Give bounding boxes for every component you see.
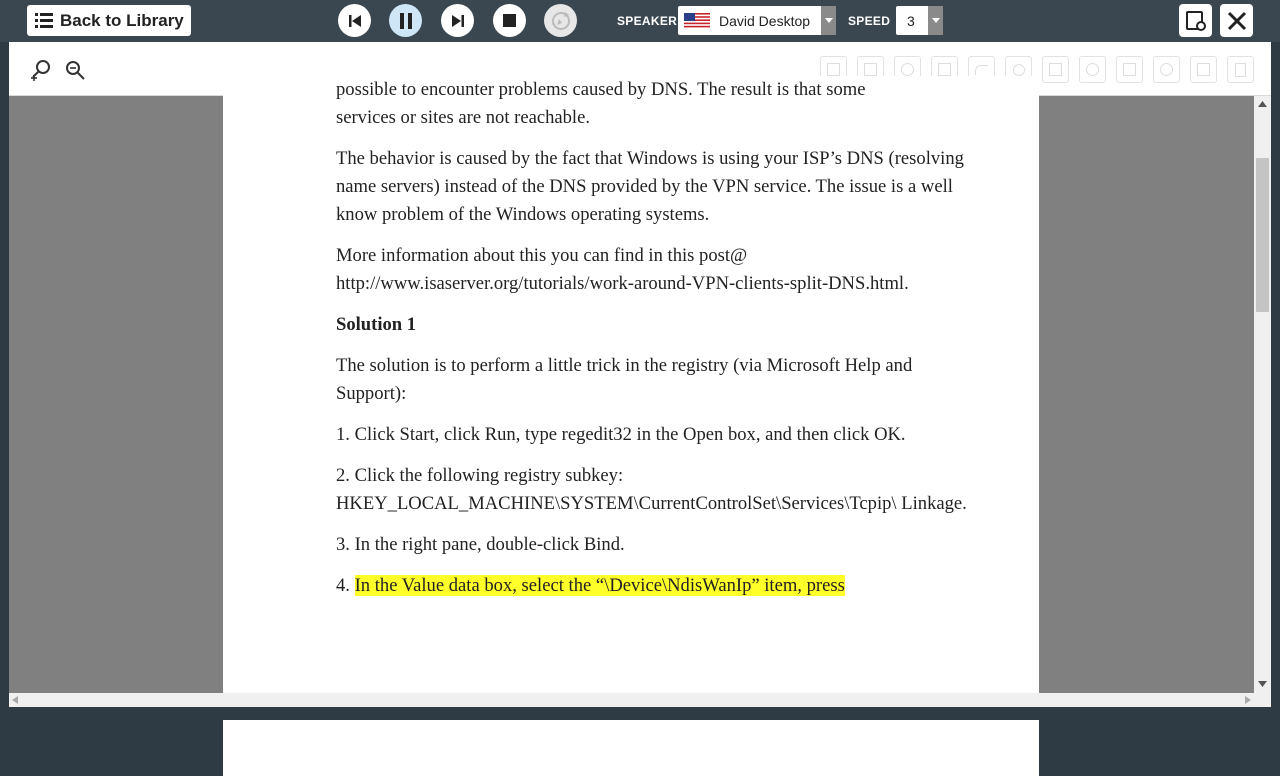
speaker-label: SPEAKER (617, 14, 678, 28)
check-icon (1197, 63, 1210, 76)
add-icon (1086, 63, 1099, 76)
stop-icon (503, 14, 516, 27)
partial-line: possible to encounter problems caused by DNS. The result is that some (336, 79, 866, 100)
spell-tool[interactable] (1042, 56, 1069, 83)
scrollbar-thumb[interactable] (1256, 158, 1269, 312)
paragraph: More information about this you can find in this post@ http://www.isaserver.org/tutorials/work-around-VPN-clients-split-DNS.html. (336, 245, 909, 294)
paste-icon (938, 63, 951, 76)
chevron-down-icon (928, 6, 943, 35)
paragraph: The solution is to perform a little trick in the registry (via Microsoft Help and Support): (336, 355, 913, 404)
document-viewer[interactable] (9, 79, 1254, 693)
paragraph (336, 572, 986, 600)
screen-gear-icon (1185, 10, 1207, 32)
text-tool[interactable] (1116, 56, 1143, 83)
paragraph: 1. Click Start, click Run, type regedit32 in the Open box, and then click OK. (336, 424, 906, 445)
document-text[interactable] (336, 76, 986, 613)
step-number: 4. (336, 575, 350, 596)
bottom-frame (0, 707, 1280, 720)
horizontal-scrollbar[interactable] (9, 693, 1271, 707)
stop-button[interactable] (493, 4, 526, 37)
delete-tool[interactable] (1227, 56, 1254, 83)
back-to-library-label: Back to Library (60, 10, 184, 30)
zoom-out-button[interactable] (61, 56, 89, 84)
scroll-right-icon (1245, 696, 1251, 704)
text-icon (1123, 63, 1136, 76)
tools-button[interactable] (1220, 4, 1253, 37)
highlighted-text: In the Value data box, select the “\Device\NdisWanIp” item, press (354, 575, 845, 596)
trash-icon (1235, 63, 1246, 77)
pause-button[interactable] (389, 4, 422, 37)
save-icon (827, 63, 840, 76)
add-tool[interactable] (1079, 56, 1106, 83)
paragraph: 2. Click the following registry subkey: HKEY_LOCAL_MACHINE\SYSTEM\CurrentControlSet\Services\Tcpip\ Linkage. (336, 465, 967, 514)
speed-value: 3 (907, 12, 915, 29)
skip-back-icon (348, 14, 362, 28)
copy-icon (864, 63, 877, 76)
paragraph: 3. In the right pane, double-click Bind. (336, 534, 625, 555)
spellcheck-icon (1049, 63, 1062, 76)
zoom-in-button[interactable] (27, 56, 55, 84)
paragraph: The behavior is caused by the fact that Windows is using your ISP’s DNS (resolving name servers) instead of the DNS provided by the VPN service. The issue is a well know problem of the Windows operating systems. (336, 148, 964, 225)
paragraph: services or sites are not reachable. (336, 107, 590, 128)
repeat-icon (550, 10, 572, 32)
scroll-left-icon (12, 696, 18, 704)
pause-icon (399, 13, 413, 29)
scroll-up-icon (1258, 101, 1267, 107)
scroll-down-icon (1258, 681, 1267, 687)
left-frame (0, 42, 9, 707)
speaker-select[interactable] (678, 6, 836, 35)
top-toolbar (0, 0, 1280, 42)
highlighter-icon (1160, 63, 1173, 76)
speed-label: SPEED (848, 14, 891, 28)
speed-select[interactable] (896, 6, 943, 35)
speaker-value: David Desktop (719, 12, 811, 29)
reader-settings-button[interactable] (1179, 4, 1212, 37)
zoom-out-icon (64, 59, 86, 81)
repeat-button[interactable] (544, 4, 577, 37)
scissors-icon (901, 63, 914, 76)
list-icon (35, 13, 53, 28)
document-page (223, 76, 1039, 776)
previous-button[interactable] (338, 4, 371, 37)
right-frame (1271, 42, 1280, 707)
magnifier-icon (1013, 64, 1025, 76)
chevron-down-icon (821, 6, 836, 35)
back-to-library-button[interactable] (27, 5, 191, 36)
next-button[interactable] (441, 4, 474, 37)
vertical-scrollbar[interactable] (1254, 96, 1271, 693)
highlight-tool[interactable] (1153, 56, 1180, 83)
zoom-in-icon (30, 59, 52, 81)
us-flag-icon (684, 13, 710, 28)
undo-icon (975, 65, 988, 75)
check-tool[interactable] (1190, 56, 1217, 83)
section-heading: Solution 1 (336, 314, 417, 335)
skip-forward-icon (451, 14, 465, 28)
tools-icon (1226, 10, 1248, 32)
